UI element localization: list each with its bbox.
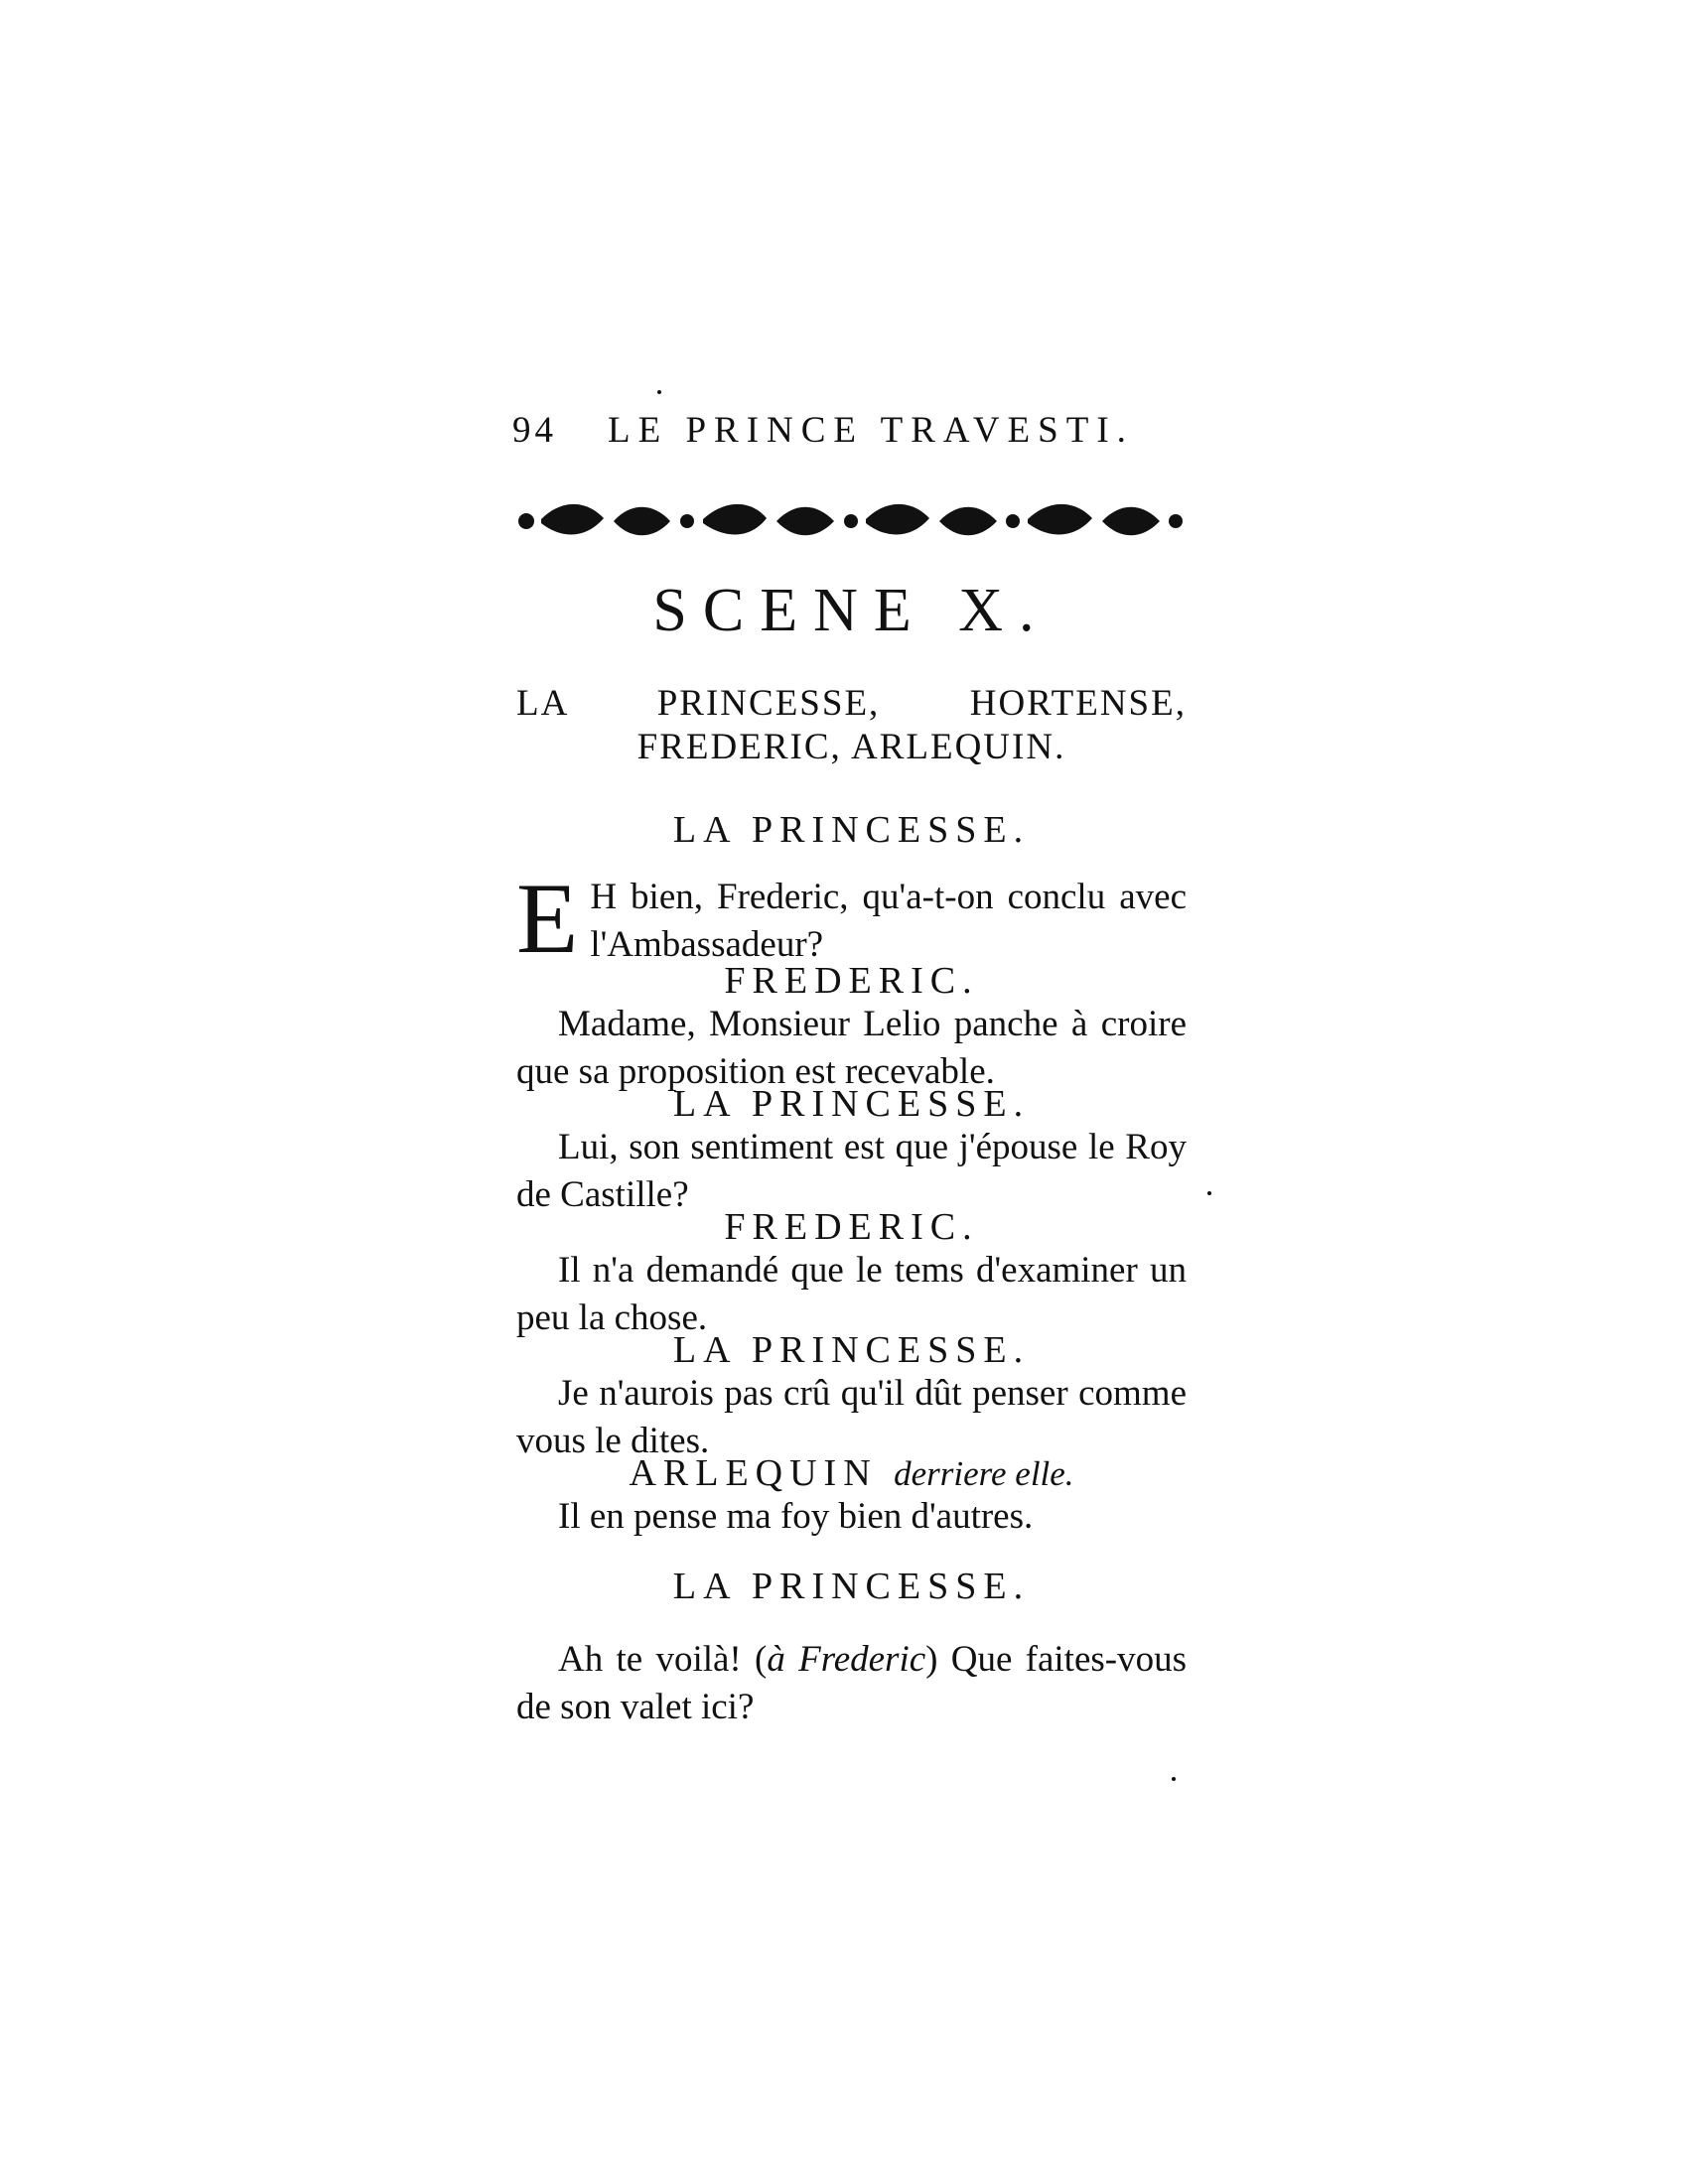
speaker-heading: LA PRINCESSE. [672,1083,1031,1125]
ornament-leaf [1102,507,1160,536]
opening-speech [516,863,1187,975]
print-speck [657,390,661,394]
ornament-leaf [614,507,670,536]
speaker-heading: FREDERIC. [724,960,979,1002]
ornament-dot [1169,514,1183,528]
ornament-dot [680,514,694,528]
ornament-leaf [1028,504,1092,535]
ornament-band [516,494,1187,548]
ornament-leaf [541,504,604,535]
speech-text: Il en pense ma foy bien d'autres. [558,1496,1034,1537]
running-title: LE PRINCE TRAVESTI. [608,410,1134,451]
speech-text: H bien, Frederic, qu'a-t-on conclu avec l'Ambassadeur? [590,877,1187,965]
ornament-dot [518,513,534,529]
drop-capital: E [516,863,579,975]
speaker-heading: LA PRINCESSE. [672,1329,1031,1371]
speech-text: Il n'a demandé que le tems d'examiner un peu la chose. [516,1250,1187,1338]
ornament-leaf [939,507,997,536]
speaker-name: ARLEQUIN [629,1452,878,1494]
stage-direction: derriere elle. [894,1454,1074,1493]
page-number: 94 [512,410,557,451]
ornament-dot [844,514,858,528]
ornament-dot [1006,514,1020,528]
cast-line: LA PRINCESSE, HORTENSE, [516,683,1187,724]
speech-text: Madame, Monsieur Lelio panche à croire que sa proposition est recevable. [516,1004,1187,1092]
speech-part: ) Que faites-vous de son valet ici? [516,1639,1188,1727]
print-speck [1207,1191,1211,1195]
cast-line: FREDERIC, ARLEQUIN. [636,727,1066,767]
speaker-heading [516,1449,1187,1498]
page-header [512,409,1188,465]
speaker-heading: FREDERIC. [724,1206,979,1248]
cast-list [516,680,1187,771]
speech-text: Je n'aurois pas crû qu'il dût penser comme vous le dites. [516,1373,1187,1461]
speaker-heading: LA PRINCESSE. [672,809,1031,851]
ornament-leaf [703,504,767,535]
speech-part: Ah te voilà! ( [558,1639,768,1680]
speech-text [516,1636,1187,1731]
ornament-leaf [866,504,929,535]
print-speck [1172,1777,1176,1781]
scene-title: SCENE X. [652,577,1051,644]
stage-direction: à Frederic [767,1639,926,1680]
speaker-heading: LA PRINCESSE. [672,1566,1031,1607]
ornament-leaf [776,507,834,536]
speech-text: Lui, son sentiment est que j'épouse le Roy de Castille? [516,1127,1187,1215]
